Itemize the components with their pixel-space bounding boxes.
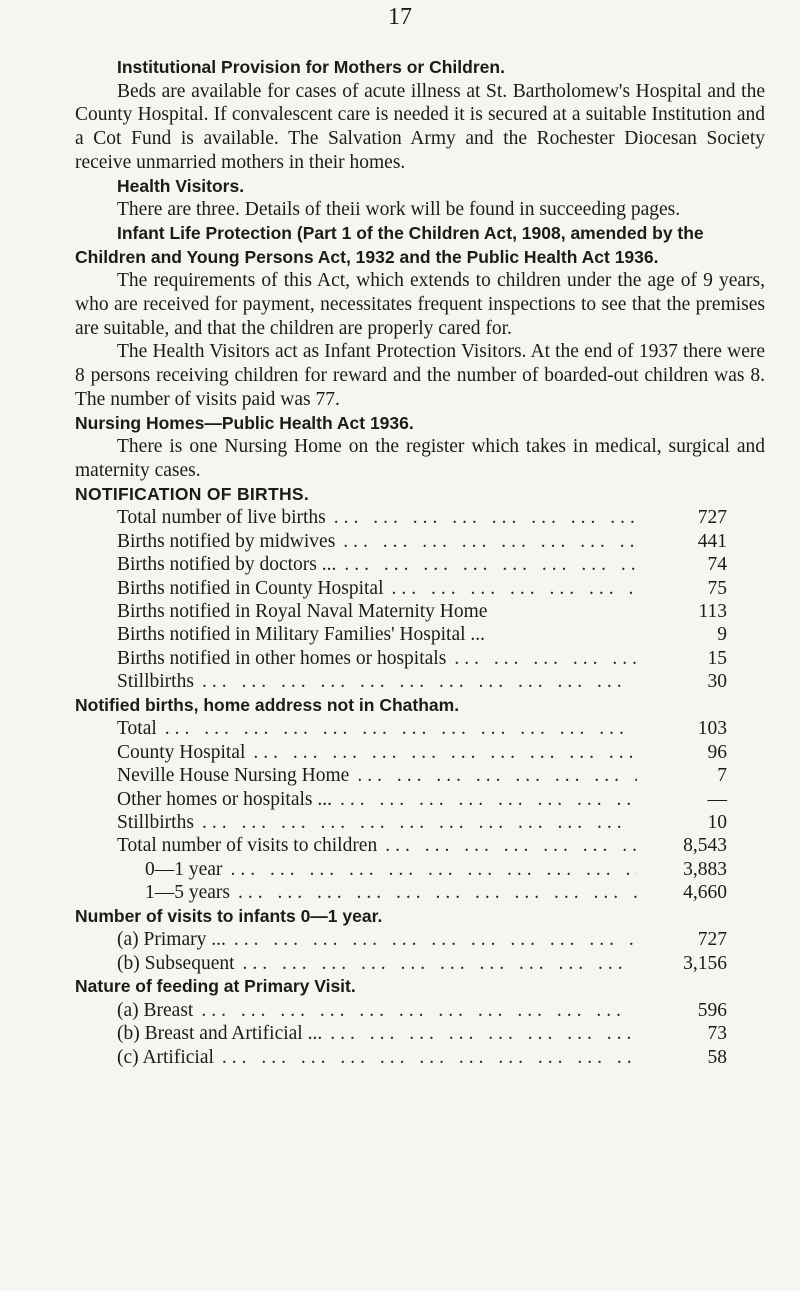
row-label: Stillbirths — [117, 811, 194, 833]
table-row — [117, 577, 727, 600]
row-label: Other homes or hospitals ... — [117, 788, 333, 810]
table-row — [117, 928, 727, 951]
page-number: 17 — [388, 4, 412, 30]
row-label: Births notified by doctors ... — [117, 554, 337, 576]
row-value: 441 — [697, 530, 727, 552]
not-chatham-heading: Notified births, home address not in Chatham. — [75, 694, 460, 715]
row-label: Neville House Nursing Home — [117, 765, 350, 787]
table-row — [117, 764, 727, 787]
health-visitors-text: There are three. Details of theii work will be found in succeeding pages. — [117, 199, 681, 221]
table-row — [117, 999, 727, 1022]
row-label: Births notified in other homes or hospitals — [117, 647, 447, 669]
nursing-homes-heading: Nursing Homes—Public Health Act 1936. — [75, 412, 414, 433]
row-value: 74 — [707, 554, 727, 576]
row-label: Total number of live births — [117, 507, 326, 529]
row-value: 3,156 — [683, 952, 727, 974]
row-label: County Hospital — [117, 741, 246, 763]
page-content — [75, 56, 765, 1069]
table-row — [117, 741, 727, 764]
table-row — [117, 717, 727, 740]
row-value: 3,883 — [683, 858, 727, 880]
institutional-text: Beds are available for cases of acute illness at St. Bartholomew's Hospital and the County Hospital. If convalescent care is needed it is secured at a suitable Institution and a Cot Fund is available. The Salvation Army and the Rochester Diocesan Society receive unmarried mothers in their homes. — [75, 80, 765, 173]
row-label: (c) Artificial — [117, 1046, 214, 1068]
notification-table — [75, 506, 765, 693]
table-row — [117, 530, 727, 553]
row-value: 113 — [698, 600, 727, 622]
table-row — [117, 952, 727, 975]
row-value: 96 — [707, 741, 727, 763]
not-chatham-table — [75, 717, 765, 904]
row-value: 103 — [697, 718, 727, 740]
row-label: (b) Breast and Artificial ... — [117, 1023, 323, 1045]
row-label: Births notified in County Hospital — [117, 577, 384, 599]
row-label: Total — [117, 718, 157, 740]
table-row — [117, 1022, 727, 1045]
health-visitors-heading: Health Visitors. — [117, 175, 245, 196]
row-value: 4,660 — [683, 882, 727, 904]
infant-life-text-1: The requirements of this Act, which extends to children under the age of 9 years, who are received for payment, necessitates frequent inspections to see that the premises are suitable, and that the children are properly cared for. — [75, 270, 765, 339]
row-value: 10 — [707, 811, 727, 833]
notification-heading: NOTIFICATION OF BIRTHS. — [75, 483, 310, 504]
row-value: — — [707, 788, 727, 810]
row-label: (a) Breast — [117, 999, 194, 1021]
institutional-heading: Institutional Provision for Mothers or Children. — [117, 57, 505, 77]
row-value: 15 — [707, 647, 727, 669]
row-label: Births notified in Military Families' Hospital ... — [117, 624, 486, 646]
table-row — [117, 647, 727, 670]
feeding-heading: Nature of feeding at Primary Visit. — [75, 976, 356, 997]
row-value: 30 — [707, 671, 727, 693]
nursing-homes-text: There is one Nursing Home on the register which takes in medical, surgical and maternity cases. — [75, 436, 765, 481]
row-value: 58 — [707, 1046, 727, 1068]
table-row — [145, 881, 727, 904]
row-label: (a) Primary ... — [117, 929, 226, 951]
row-value: 9 — [717, 624, 727, 646]
infant-life-heading: Infant Life Protection (Part 1 of the Children Act, 1908, amended by the Children and Young Persons Act, 1932 and the Public Health Act 1936. — [75, 222, 704, 267]
row-label: 0—1 year — [145, 858, 223, 880]
visits-infants-table — [75, 928, 765, 975]
table-row — [145, 858, 727, 881]
row-label: Births notified in Royal Naval Maternity Home — [117, 600, 488, 622]
row-value: 727 — [697, 507, 727, 529]
row-value: 73 — [707, 1023, 727, 1045]
row-label: Births notified by midwives — [117, 530, 336, 552]
row-value: 8,543 — [683, 835, 727, 857]
row-label: 1—5 years — [145, 882, 231, 904]
feeding-table — [75, 999, 765, 1069]
infant-life-text-2: The Health Visitors act as Infant Protection Visitors. At the end of 1937 there were 8 persons receiving children for reward and the number of boarded-out children was 8. The number of visits paid was 77. — [75, 341, 765, 410]
table-row — [117, 623, 727, 646]
visits-infants-heading: Number of visits to infants 0—1 year. — [75, 905, 383, 926]
table-row — [117, 553, 727, 576]
row-value: 7 — [717, 765, 727, 787]
table-row — [117, 506, 727, 529]
row-label: (b) Subsequent — [117, 952, 235, 974]
table-row — [117, 600, 727, 623]
row-value: 75 — [707, 577, 727, 599]
table-row — [117, 670, 727, 693]
row-value: 727 — [697, 929, 727, 951]
table-row — [117, 834, 727, 857]
table-row — [117, 788, 727, 811]
row-label: Total number of visits to children — [117, 835, 378, 857]
row-label: Stillbirths — [117, 671, 194, 693]
row-value: 596 — [697, 999, 727, 1021]
table-row — [117, 1046, 727, 1069]
table-row — [117, 811, 727, 834]
